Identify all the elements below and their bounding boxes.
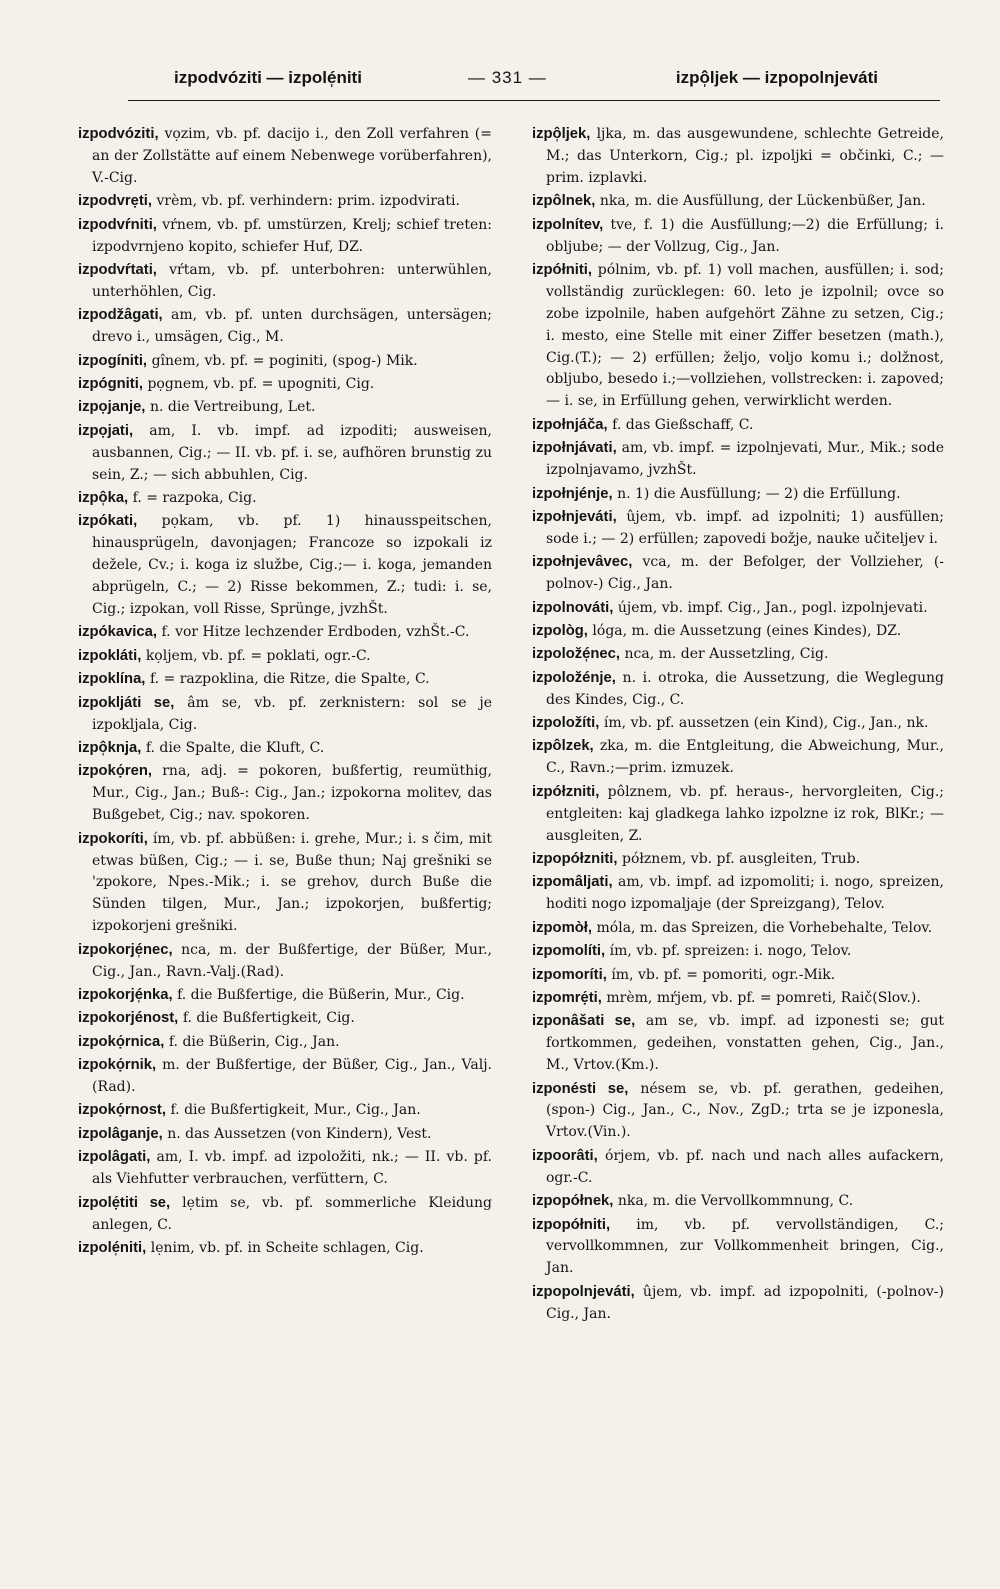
entry-definition: gînem, vb. pf. = poginiti, (spog-) Mik. xyxy=(151,352,418,369)
entry-headword: izpô̩ljek, xyxy=(532,126,591,142)
header-last-entry: izpô̩ljek — izpopolnjeváti xyxy=(675,68,878,87)
dictionary-entry xyxy=(78,215,492,259)
entry-headword: izpokọ́rnica, xyxy=(78,1033,165,1050)
entry-definition: n. 1) die Ausfüllung; — 2) die Erfüllung. xyxy=(617,485,901,502)
entry-headword: izpọjati, xyxy=(78,422,134,439)
entry-headword: izpodvóziti, xyxy=(78,126,159,142)
dictionary-entry xyxy=(78,761,492,827)
dictionary-entry xyxy=(532,941,944,963)
entry-definition: f. die Bußfertigkeit, Mur., Cig., Jan. xyxy=(170,1102,421,1119)
dictionary-entry xyxy=(532,988,944,1010)
dictionary-entry xyxy=(532,621,944,643)
dictionary-entry xyxy=(78,397,492,419)
entry-definition: mrèm, mŕjem, vb. pf. = pomreti, Raič(Slov.). xyxy=(606,989,921,1006)
dictionary-entry xyxy=(78,669,492,691)
dictionary-entry xyxy=(532,191,944,213)
dictionary-entry xyxy=(78,693,492,737)
entry-definition: ím, vb. pf. aussetzen (ein Kind), Cig., Jan., nk. xyxy=(603,715,929,732)
entry-definition: ím, vb. pf. = pomoriti, ogr.-Mik. xyxy=(611,966,836,983)
dictionary-entry xyxy=(532,484,944,506)
entry-headword: izpoklína, xyxy=(78,671,146,688)
dictionary-entry xyxy=(532,598,944,620)
entry-definition: n. i. otroka, die Aussetzung, die Weglegung des Kindes, Cig., C. xyxy=(546,669,944,708)
header-first-entry: izpodvóziti — izpolé̩niti xyxy=(174,68,362,87)
dictionary-entry xyxy=(532,965,944,987)
entry-definition: f. die Bußfertigkeit, Cig. xyxy=(182,1010,355,1027)
entry-definition: am se, vb. impf. ad izponesti se; gut fortkommen, gedeihen, vonstatten gehen, Cig., Jan., M., Vrtov.(Km.). xyxy=(546,1013,944,1074)
entry-headword: izpô̩ka, xyxy=(78,490,129,506)
entry-headword: izpopółzniti, xyxy=(532,851,618,867)
entry-definition: lóga, m. die Aussetzung (eines Kindes), DZ. xyxy=(592,622,902,639)
entry-headword: izponésti se, xyxy=(532,1080,629,1097)
dictionary-entry xyxy=(532,438,944,482)
entry-headword: izpółniti, xyxy=(532,261,592,278)
dictionary-entry xyxy=(532,260,944,413)
entry-definition: pọkam, vb. pf. 1) hinausspeitschen, hinausprügeln, davonjagen; Francoze so izpokali iz dežele, Cv.; i. koga iz službe, Cig.;— i. koga, jemanden abprügeln, C.; — 2) Risse bekommen, Z.; tudi: i. se, Cig.; izpokan, voll Risse, Sprünge, jvzhŠt. xyxy=(92,513,493,618)
entry-headword: izpomrẹ́ti, xyxy=(532,989,602,1006)
dictionary-entry xyxy=(78,1124,492,1146)
dictionary-entry xyxy=(78,1193,492,1237)
dictionary-entry xyxy=(532,872,944,916)
entry-headword: izpogíniti, xyxy=(78,352,148,369)
dictionary-entry xyxy=(532,1282,944,1326)
dictionary-entry xyxy=(78,1055,492,1099)
entry-definition: pôlznem, vb. pf. heraus-, hervorgleiten, Cig.; entgleiten: kaj gladkega lahko izpolzne iz rok, BlKr.; — ausgleiten, Z. xyxy=(546,783,944,844)
entry-headword: izpomâljati, xyxy=(532,874,613,891)
entry-headword: izpokljáti se, xyxy=(78,694,175,711)
entry-definition: n. die Vertreibung, Let. xyxy=(149,399,316,416)
entry-headword: izpókavica, xyxy=(78,624,157,641)
entry-headword: izpomòł, xyxy=(532,919,593,936)
entry-definition: am, vb. pf. unten durchsägen, untersägen; drevo i., umsägen, Cig., M. xyxy=(92,307,492,346)
dictionary-entry xyxy=(78,829,492,939)
entry-definition: újem, vb. impf. Cig., Jan., pogl. izpolnjevati. xyxy=(617,599,928,616)
entry-headword: izpokorjé̩nka, xyxy=(78,986,173,1003)
entry-headword: izpołnjeváti, xyxy=(532,508,617,525)
dictionary-entry xyxy=(78,191,492,213)
entry-definition: nca, m. der Aussetzling, Cig. xyxy=(624,646,829,663)
dictionary-entry xyxy=(532,1079,944,1145)
entry-definition: lẹtim se, vb. pf. sommerliche Kleidung anlegen, C. xyxy=(92,1194,492,1233)
entry-definition: vrèm, vb. pf. verhindern: prim. izpodvirati. xyxy=(156,193,460,210)
entry-definition: f. die Büßerin, Cig., Jan. xyxy=(168,1033,340,1050)
entry-definition: vŕtam, vb. pf. unterbohren: unterwühlen, unterhöhlen, Cig. xyxy=(92,261,493,300)
entry-definition: ím, vb. pf. abbüßen: i. grehe, Mur.; i. s čim, mit etwas büßen, Cig.; — i. se, Buße thun; Naj grešniki se 'zpokore, Npes.-Mik.; i. se grehov, durch Buße die Sünden tilgen, Mur., Jan.; izpokorjen, bußfertig; izpokorjeni grešniki. xyxy=(92,830,492,935)
dictionary-entry xyxy=(532,849,944,871)
entry-headword: izpopółnek, xyxy=(532,1193,614,1210)
entry-headword: izpomoríti, xyxy=(532,966,607,983)
entry-definition: nésem se, vb. pf. gerathen, gedeihen, (spon-) Cig., Jan., C., Nov., ZgD.; trta se je izponesla, Vrtov.(Vin.). xyxy=(546,1080,944,1141)
entry-definition: móla, m. das Spreizen, die Vorhebehalte, Telov. xyxy=(596,919,933,936)
entry-headword: izpokọ́rnik, xyxy=(78,1057,157,1074)
entry-definition: pólnim, vb. pf. 1) voll machen, ausfüllen; i. sod; vollständig zurücklegen: 60. leto je izpolnil; ovce so zobe izpolnile, haben aufgehört Zähne zu setzen, Cig.; i. mesto, eine Stelle mit einer Ziffer besetzen (math.), Cig.(T.); — 2) erfüllen; željo, voljo komu i.; dolžnost, obljubo, besedo i.;—vollziehen, vollstrecken: i. zapoved; — i. se, in Erfüllung gehen, verwirklicht werden. xyxy=(546,261,944,410)
entry-headword: izpokláti, xyxy=(78,647,142,664)
dictionary-entry xyxy=(78,374,492,396)
dictionary-entry xyxy=(78,511,492,621)
entry-headword: izpopółniti, xyxy=(532,1216,611,1233)
dictionary-entry xyxy=(78,260,492,304)
entry-definition: tve, f. 1) die Ausfüllung;—2) die Erfüllung; i. obljube; — der Vollzug, Cig., Jan. xyxy=(546,216,945,255)
entry-headword: izpôlnek, xyxy=(532,193,596,210)
entry-headword: izpodvŕtati, xyxy=(78,261,157,278)
dictionary-entry xyxy=(532,124,944,190)
entry-headword: izpołnjevâvec, xyxy=(532,554,633,571)
dictionary-entry xyxy=(532,918,944,940)
entry-headword: izpółzniti, xyxy=(532,783,600,800)
dictionary-entry xyxy=(532,552,944,596)
dictionary-entry xyxy=(532,1215,944,1281)
entry-headword: izpọjanje, xyxy=(78,399,146,416)
entry-definition: ím, vb. pf. spreizen: i. nogo, Telov. xyxy=(609,943,852,960)
entry-definition: rna, adj. = pokoren, bußfertig, reumüthig, Mur., Cig., Jan.; Buß-: Cig., Jan.; izpokorna molitev, das Bußgebet, Cig.; nav. spokoren. xyxy=(92,763,492,824)
entry-headword: izpołnjáča, xyxy=(532,416,608,433)
entry-definition: ûjem, vb. impf. ad izpopolniti, (-polnov-) Cig., Jan. xyxy=(546,1283,944,1322)
entry-definition: f. die Bußfertige, die Büßerin, Mur., Cig. xyxy=(177,986,465,1003)
entry-definition: im, vb. pf. vervollständigen, C.; vervollkommnen, zur Vollkommenheit bringen, Cig., Jan. xyxy=(546,1216,945,1277)
entry-definition: vŕnem, vb. pf. umstürzen, Krelj; schief treten: izpodvrnjeno kopito, schiefer Huf, DZ. xyxy=(92,216,492,255)
entry-headword: izpolnítev, xyxy=(532,216,604,233)
dictionary-entry xyxy=(532,668,944,712)
entry-definition: m. der Bußfertige, der Büßer, Cig., Jan., Valj.(Rad). xyxy=(92,1057,492,1096)
entry-headword: izpodvŕniti, xyxy=(78,216,157,233)
dictionary-entry xyxy=(78,488,492,510)
dictionary-entry xyxy=(78,1032,492,1054)
dictionary-entry xyxy=(78,1008,492,1030)
entry-definition: zka, m. die Entgleitung, die Abweichung, Mur., C., Ravn.;—prim. izmuzek. xyxy=(546,738,944,777)
dictionary-entry xyxy=(532,782,944,848)
dictionary-entry xyxy=(532,415,944,437)
dictionary-entry xyxy=(78,421,492,487)
entry-headword: izpołnjénje, xyxy=(532,485,613,502)
right-column xyxy=(532,124,944,1327)
dictionary-entry xyxy=(78,738,492,760)
dictionary-entry xyxy=(532,1191,944,1213)
dictionary-entry xyxy=(78,305,492,349)
dictionary-entry xyxy=(78,351,492,373)
dictionary-entry xyxy=(532,507,944,551)
entry-headword: izpolnováti, xyxy=(532,599,614,616)
dictionary-entry xyxy=(78,1147,492,1191)
entry-headword: izpołnjávati, xyxy=(532,440,617,457)
entry-definition: nka, m. die Vervollkommnung, C. xyxy=(617,1193,854,1210)
entry-headword: izponâšati se, xyxy=(532,1013,636,1030)
dictionary-entry xyxy=(532,736,944,780)
entry-headword: izpôlzek, xyxy=(532,738,594,755)
entry-headword: izpokorjé̩nec, xyxy=(78,941,173,958)
dictionary-entry xyxy=(532,215,944,259)
entry-headword: izpoložíti, xyxy=(532,715,600,732)
entry-definition: półznem, vb. pf. ausgleiten, Trub. xyxy=(622,851,861,867)
entry-headword: izpodvrẹti, xyxy=(78,193,152,210)
entry-definition: am, I. vb. impf. ad izpoditi; ausweisen, ausbannen, Cig.; — II. vb. pf. i. se, aufhören brunstig zu sein, Z.; — sich abbuhlen, Cig. xyxy=(92,422,493,483)
entry-definition: órjem, vb. pf. nach und nach alles aufackern, ogr.-C. xyxy=(546,1147,944,1186)
entry-headword: izpodžâgati, xyxy=(78,307,163,324)
entry-headword: izpokọ́rnost, xyxy=(78,1102,166,1119)
dictionary-entry xyxy=(78,940,492,984)
dictionary-entry xyxy=(78,985,492,1007)
dictionary-entry xyxy=(78,622,492,644)
dictionary-entry xyxy=(78,646,492,668)
entry-headword: izpokorjénost, xyxy=(78,1010,179,1027)
entry-headword: izpolâganje, xyxy=(78,1125,163,1142)
entry-headword: izpógniti, xyxy=(78,375,143,392)
entry-definition: am, vb. impf. ad izpomoliti; i. nogo, spreizen, hoditi nogo izpomaljaje (der Spreizgang), Telov. xyxy=(546,874,944,913)
entry-headword: izpoložénje, xyxy=(532,669,616,686)
entry-headword: izpolẹ́titi se, xyxy=(78,1194,171,1211)
entry-headword: izpolâgati, xyxy=(78,1149,151,1166)
entry-definition: lẹnim, vb. pf. in Scheite schlagen, Cig. xyxy=(150,1239,424,1256)
entry-headword: izpopolnjeváti, xyxy=(532,1283,635,1300)
entry-definition: âm se, vb. pf. zerknistern: sol se je izpokljala, Cig. xyxy=(92,694,492,733)
dictionary-entry xyxy=(78,124,492,190)
entry-headword: izpoorâti, xyxy=(532,1147,598,1164)
dictionary-entry xyxy=(78,1100,492,1122)
entry-definition: f. das Gießschaff, C. xyxy=(612,416,754,433)
entry-definition: f. die Spalte, die Kluft, C. xyxy=(145,739,325,756)
dictionary-entry xyxy=(532,1011,944,1077)
entry-definition: am, I. vb. impf. ad izpoložiti, nk.; — II. vb. pf. als Viehfutter verbrauchen, verfüttern, C. xyxy=(92,1149,492,1188)
entry-headword: izpokoríti, xyxy=(78,830,148,847)
entry-headword: izpókati, xyxy=(78,513,138,530)
entry-headword: izpoložé̩nec, xyxy=(532,646,620,663)
entry-headword: izpô̩knja, xyxy=(78,739,142,756)
entry-definition: nca, m. der Bußfertige, der Büßer, Mur., Cig., Jan., Ravn.-Valj.(Rad). xyxy=(92,941,493,980)
dictionary-entry xyxy=(532,1146,944,1190)
dictionary-entry xyxy=(78,1238,492,1260)
entry-definition: ûjem, vb. impf. ad izpolniti; 1) ausfüllen; sode i.; — 2) erfüllen; zapovedi božje, nauke učiteljev i. xyxy=(546,508,944,547)
entry-definition: ljka, m. das ausgewundene, schlechte Getreide, M.; das Unterkorn, Cig.; pl. izpoljki = občinki, C.; — prim. izplavki. xyxy=(546,126,945,186)
entry-definition: kọljem, vb. pf. = poklati, ogr.-C. xyxy=(145,647,371,664)
entry-definition: am, vb. impf. = izpolnjevati, Mur., Mik.; sode izpolnjavamo, jvzhŠt. xyxy=(546,440,944,479)
entry-definition: pọgnem, vb. pf. = upogniti, Cig. xyxy=(147,375,375,392)
entry-definition: vọzim, vb. pf. dacijo i., den Zoll verfahren (= an der Zollstätte auf einem Nebenwege vorüberfahren), V.-Cig. xyxy=(92,126,493,186)
entry-definition: n. das Aussetzen (von Kindern), Vest. xyxy=(167,1125,432,1142)
entry-definition: nka, m. die Ausfüllung, der Lückenbüßer, Jan. xyxy=(599,193,926,210)
entry-headword: izpològ, xyxy=(532,622,588,639)
dictionary-entry xyxy=(532,644,944,666)
dictionary-entry xyxy=(532,713,944,735)
page-number: — 331 — xyxy=(468,68,547,87)
entry-headword: izpokọ́ren, xyxy=(78,763,152,780)
entry-definition: f. = razpoklina, die Ritze, die Spalte, C. xyxy=(149,671,430,688)
entry-headword: izpomolíti, xyxy=(532,943,606,960)
entry-definition: f. = razpoka, Cig. xyxy=(132,490,257,506)
left-column xyxy=(78,124,492,1261)
entry-headword: izpolé̩niti, xyxy=(78,1239,147,1256)
running-header xyxy=(128,60,940,101)
entry-definition: vca, m. der Befolger, der Vollzieher, (-polnov-) Cig., Jan. xyxy=(546,554,945,593)
entry-definition: f. vor Hitze lechzender Erdboden, vzhŠt.-C. xyxy=(161,624,470,641)
